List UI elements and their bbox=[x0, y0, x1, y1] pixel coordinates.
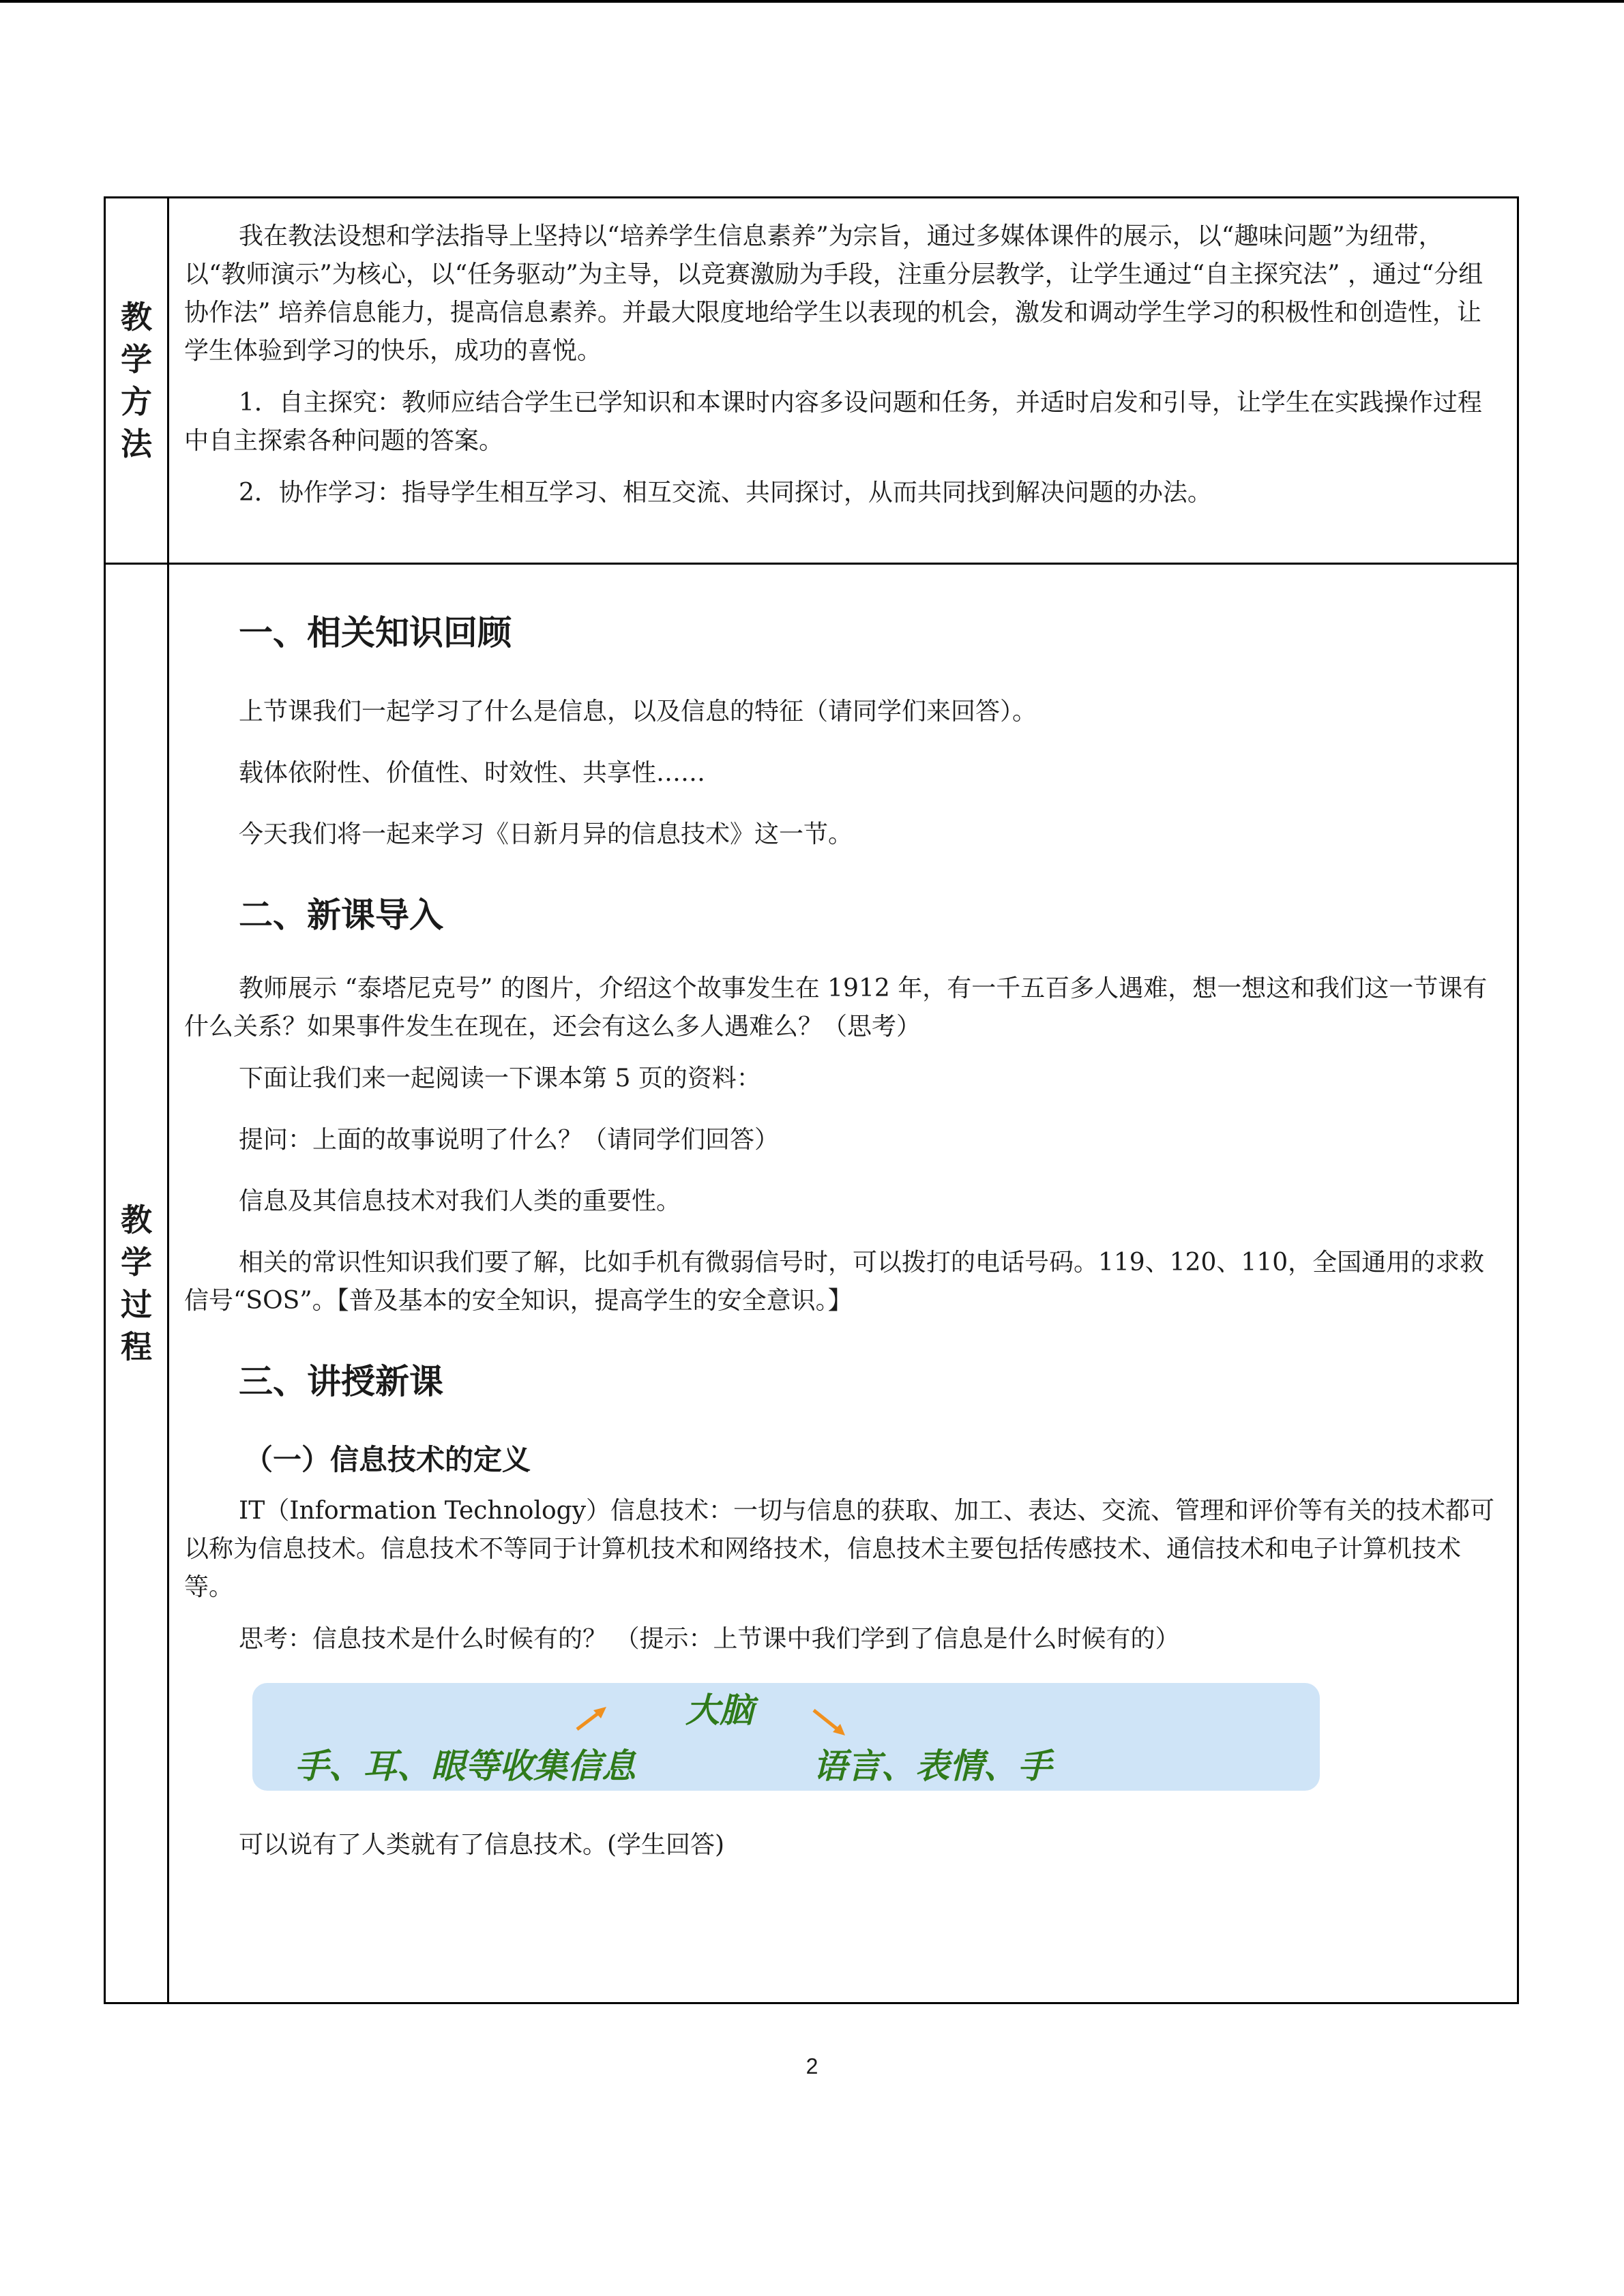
method-label-char: 方 bbox=[121, 383, 152, 420]
intro-question: 提问：上面的故事说明了什么？（请同学们回答） bbox=[239, 1126, 780, 1154]
intro-reading: 下面让我们来一起阅读一下课本第 5 页的资料： bbox=[239, 1064, 761, 1092]
diagram-collect: 手、耳、眼等收集信息 bbox=[295, 1746, 636, 1786]
intro-titanic: 教师展示 “泰塔尼克号” 的图片，介绍这个故事发生在 1912 年，有一千五百多人遇难，想一想这和我们这一节课有什么关系？如果事件发生在现在，还会有这么多人遇难么？（思考） bbox=[184, 974, 1488, 1041]
method-row bbox=[105, 198, 1518, 564]
process-label-char: 学 bbox=[121, 1244, 152, 1281]
page-number: 2 bbox=[806, 2054, 818, 2078]
intro-safety: 相关的常识性知识我们要了解，比如手机有微弱信号时，可以拨打的电话号码。119、120、110，全国通用的求救信号“SOS”。【普及基本的安全知识，提高学生的安全意识。】 bbox=[184, 1249, 1485, 1315]
process-label-char: 教 bbox=[121, 1202, 152, 1238]
section-review-title: 一、相关知识回顾 bbox=[239, 613, 512, 653]
section-intro-title: 二、新课导入 bbox=[239, 895, 443, 935]
diagram-express: 语言、表情、手 bbox=[813, 1746, 1052, 1786]
process-content bbox=[168, 564, 1518, 2003]
method-label-char: 法 bbox=[121, 426, 152, 462]
method-paragraph-intro: 我在教法设想和学法指导上坚持以“培养学生信息素养”为宗旨，通过多媒体课件的展示，以“趣味问题”为纽带，以“教师演示”为核心，以“任务驱动”为主导，以竞赛激励为手段，注重分层教学，让学生通过“自主探究法” ，通过“分组协作法” 培养信息能力，提高信息素养。并最大限度地给学生以表现的机会，激发和调动学生学习的积极性和创造性，让学生体验到学习的快乐，成功的喜悦。 bbox=[184, 222, 1483, 365]
review-features: 载体依附性、价值性、时效性、共享性…… bbox=[239, 759, 706, 787]
method-label-cell bbox=[105, 198, 168, 564]
info-flow-diagram bbox=[252, 1683, 1320, 1791]
page-top-rule bbox=[0, 0, 1624, 3]
intro-importance: 信息及其信息技术对我们人类的重要性。 bbox=[239, 1187, 681, 1215]
think-paragraph: 思考：信息技术是什么时候有的？ （提示：上节课中我们学到了信息是什么时候有的） bbox=[239, 1625, 1180, 1653]
method-label-char: 学 bbox=[121, 341, 152, 378]
process-row bbox=[105, 564, 1518, 2003]
process-label-cell bbox=[105, 564, 168, 2003]
process-label-char: 程 bbox=[121, 1328, 152, 1365]
method-content bbox=[168, 198, 1518, 564]
method-paragraph-inquiry: 1．自主探究：教师应结合学生已学知识和本课时内容多设问题和任务，并适时启发和引导，让学生在实践操作过程中自主探索各种问题的答案。 bbox=[184, 389, 1482, 455]
review-today: 今天我们将一起来学习《日新月异的信息技术》这一节。 bbox=[239, 820, 853, 848]
method-label-char: 教 bbox=[121, 299, 152, 336]
definition-paragraph: IT（Information Technology）信息技术：一切与信息的获取、加工、表达、交流、管理和评价等有关的技术都可以称为信息技术。信息技术不等同于计算机技术和网络技术，信息技术主要包括传感技术、通信技术和电子计算机技术等。 bbox=[184, 1497, 1495, 1601]
conclusion-paragraph: 可以说有了人类就有了信息技术。(学生回答) bbox=[239, 1831, 725, 1859]
lesson-plan-table bbox=[104, 196, 1519, 2004]
subsection-definition-title: （一）信息技术的定义 bbox=[244, 1443, 531, 1476]
process-label-char: 过 bbox=[121, 1286, 152, 1323]
review-paragraph: 上节课我们一起学习了什么是信息，以及信息的特征（请同学们来回答）。 bbox=[239, 698, 1037, 726]
section-newlesson-title: 三、讲授新课 bbox=[239, 1362, 443, 1401]
diagram-brain: 大脑 bbox=[685, 1690, 754, 1730]
method-paragraph-collab: 2．协作学习：指导学生相互学习、相互交流、共同探讨，从而共同找到解决问题的办法。 bbox=[239, 479, 1212, 507]
